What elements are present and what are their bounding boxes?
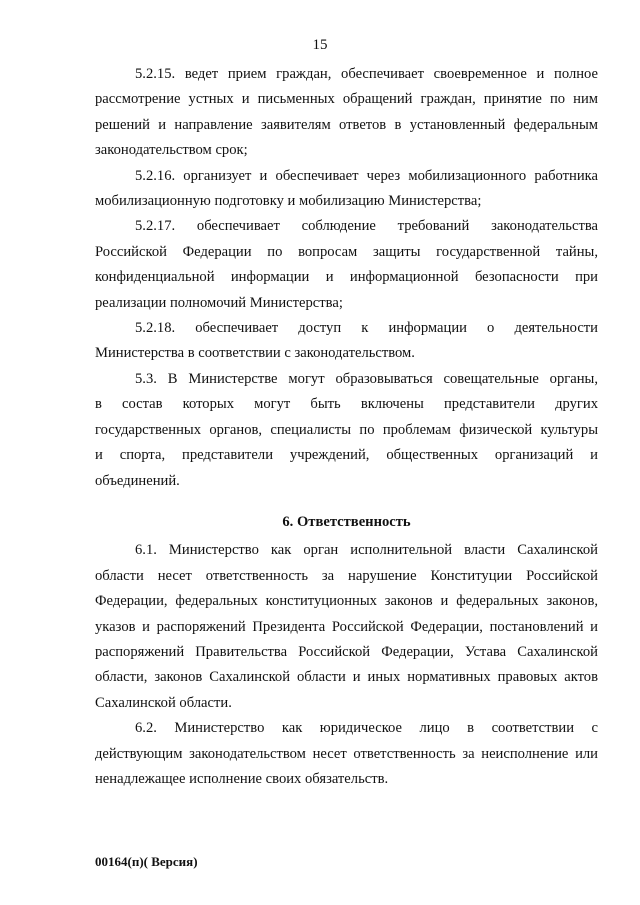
text-line: объединений.: [95, 472, 180, 489]
text-line: мобилизационную подготовку и мобилизацию Министерства;: [95, 193, 482, 210]
paragraph: [95, 716, 598, 792]
text-line: Российской Федерации по вопросам защиты государственной тайны,: [95, 243, 598, 260]
text-line: ненадлежащее исполнение своих обязательств.: [95, 770, 389, 787]
text-line: 6.1. Министерство как орган исполнительной власти Сахалинской: [135, 542, 598, 559]
text-line: 5.2.15. ведет прием граждан, обеспечивает своевременное и полное: [135, 66, 598, 82]
paragraph: [95, 164, 598, 215]
text-line: и спорта, представители учреждений, общественных организаций и: [95, 447, 598, 464]
text-line: Сахалинской области.: [95, 694, 232, 711]
text-line: реализации полномочий Министерства;: [95, 294, 343, 311]
text-line: действующим законодательством несет ответственность за неисполнение или: [95, 745, 598, 762]
text-line: в состав которых могут быть включены представители других: [95, 396, 598, 413]
text-line: Федерации, федеральных конституционных законов и федеральных законов,: [95, 593, 598, 610]
text-line: области, законов Сахалинской области и иных нормативных правовых актов: [95, 669, 598, 686]
page-number: 15: [312, 37, 328, 53]
section-6-paragraphs: [95, 538, 598, 792]
text-line: конфиденциальной информации и информационной безопасности при: [95, 269, 598, 286]
document-body: [95, 62, 598, 792]
text-line: решений и направление заявителям ответов в установленный федеральным: [95, 116, 598, 133]
paragraph: [95, 367, 598, 494]
paragraph: [95, 538, 598, 716]
paragraph: [95, 214, 598, 316]
text-line: законодательством срок;: [95, 142, 248, 159]
text-line: указов и распоряжений Президента Российской Федерации, постановлений и: [95, 618, 598, 635]
section-heading: 6. Ответственность: [282, 513, 411, 530]
text-line: 5.2.16. организует и обеспечивает через мобилизационного работника: [135, 167, 598, 184]
text-line: 5.2.18. обеспечивает доступ к информации о деятельности: [135, 320, 598, 337]
text-line: распоряжений Правительства Российской Федерации, Устава Сахалинской: [95, 643, 598, 660]
text-line: 6.2. Министерство как юридическое лицо в соответствии с: [135, 720, 598, 737]
text-line: области несет ответственность за нарушение Конституции Российской: [95, 567, 598, 584]
paragraph: [95, 62, 598, 164]
text-line: Министерства в соответствии с законодательством.: [95, 345, 415, 362]
text-line: государственных органов, специалисты по проблемам физической культуры: [95, 421, 598, 438]
footer-document-code: 00164(п)( Версия): [95, 854, 198, 869]
paragraph: [95, 316, 598, 367]
text-line: 5.3. В Министерстве могут образовываться совещательные органы,: [135, 370, 598, 387]
section-5-paragraphs: [95, 62, 598, 494]
text-line: 5.2.17. обеспечивает соблюдение требований законодательства: [135, 218, 598, 235]
text-line: рассмотрение устных и письменных обращений граждан, принятие по ним: [95, 91, 598, 108]
